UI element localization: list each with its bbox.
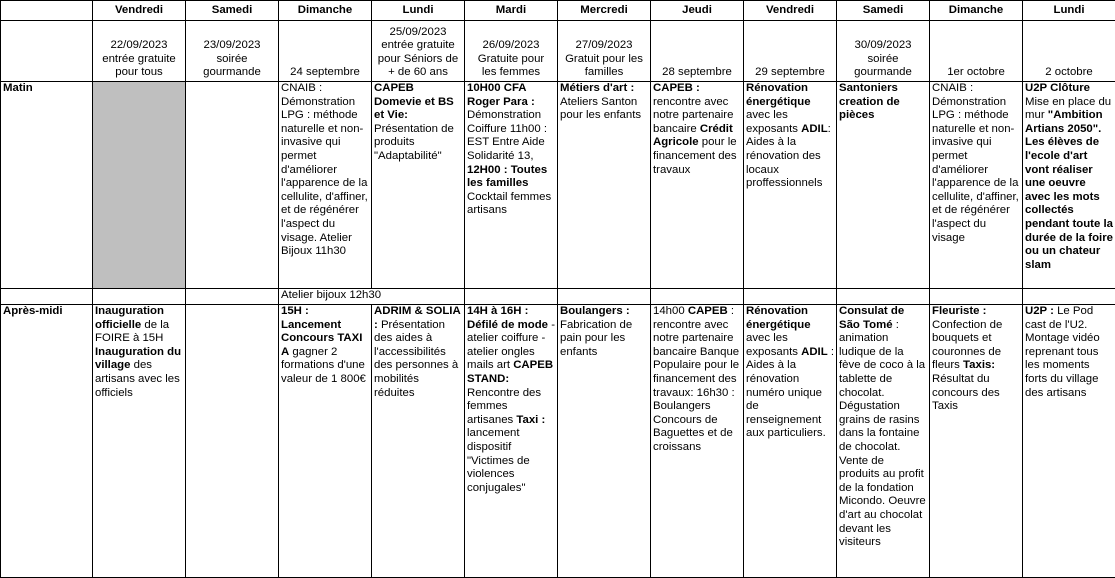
day-header: Vendredi [744,1,837,21]
empty-cell [651,289,744,305]
event-text: : Aides à la rénovation numéro unique de renseignement aux particuliers. [746,346,834,440]
day-header: Dimanche [930,1,1023,21]
event-text: Mise en place du mur [1025,96,1111,122]
event-text: lancement dispositif "Victimes de violences conjugales" [467,427,530,493]
event-text: "Ambition Artians 2050". Les élèves de l'ecole d'art vont réaliser une oeuvre avec les mots collectés pendant toute la durée de la foire ou un chateur slam [1025,109,1113,271]
event-text: Présentation de produits "Adaptabilité" [374,123,454,162]
event-text: : animation ludique de la fève de coco à la tablette de chocolat. Dégustation grains de rasins dans la fontaine de chocolat. Vente de produits au profit de la fondation Micondo. Oeuvre d'art au chocolat devant les visiteurs [839,319,926,549]
date-row [1,21,1115,82]
event-text: Présentation des aides à l'accessibilités des personnes à mobilités réduites [374,319,458,399]
event-text: Rénovation énergétique [746,82,811,108]
date-line: soirée [188,53,276,67]
event-cell [930,82,1023,289]
date-line: Gratuite pour [467,53,555,67]
empty-cell [186,289,279,305]
event-cell [279,82,372,289]
date-line: 29 septembre [746,66,834,80]
afternoon-row [1,305,1115,578]
event-cell [93,305,186,578]
date-line: 22/09/2023 [95,39,183,53]
date-line: 25/09/2023 [374,26,462,40]
event-text: 15H : Lancement Concours TAXI A [281,305,362,358]
event-cell [465,82,558,289]
event-cell [744,305,837,578]
event-cell [372,82,465,289]
empty-cell [837,289,930,305]
event-cell [1023,305,1115,578]
empty-cell [1023,289,1115,305]
bijoux-row [1,289,1115,305]
day-header: Lundi [1023,1,1115,21]
date-line: les femmes [467,66,555,80]
event-text: 12H00 : Toutes les familles [467,164,547,190]
event-cell [837,82,930,289]
event-text: CAPEB Domevie et BS et Vie: [374,82,454,121]
event-text: Consulat de São Tomé [839,305,904,331]
event-text: Fabrication de pain pour les enfants [560,319,632,358]
date-line: pour Séniors de [374,53,462,67]
event-text: Démonstration Coiffure 11h00 : EST Entre Aide Solidarité 13, [467,109,547,162]
day-header: Mardi [465,1,558,21]
empty-cell [744,289,837,305]
date-line: 24 septembre [281,66,369,80]
date-cell [930,21,1023,82]
date-line: entrée gratuite [374,39,462,53]
event-cell [651,305,744,578]
date-cell [465,21,558,82]
event-text: Le Pod cast de l'U2. Montage vidéo reprenant tous les moments forts du village des artisans [1025,305,1100,399]
event-cell [930,305,1023,578]
event-text: Métiers d'art : [560,82,634,94]
date-cell [93,21,186,82]
event-cell [558,305,651,578]
event-text: U2P : [1025,305,1054,317]
date-line: 2 octobre [1025,66,1113,80]
date-line: Gratuit pour les [560,53,648,67]
event-text: CNAIB : Démonstration LPG : méthode naturelle et non-invasive qui permet d'améliorer l'apparence de la cellulite, d'affiner, et de régénérer l'aspect du visage [932,82,1019,244]
day-header: Jeudi [651,1,744,21]
day-header: Vendredi [93,1,186,21]
event-text: avec les exposants [746,332,801,358]
event-text: pour le financement des travaux [653,136,737,175]
day-header-row [1,1,1115,21]
day-header: Lundi [372,1,465,21]
event-text: Confection de bouquets et couronnes de fleurs [932,319,1002,372]
date-cell [1023,21,1115,82]
date-line: 1er octobre [932,66,1020,80]
event-text: 14h00 [653,305,688,317]
date-line: 23/09/2023 [188,39,276,53]
event-text: Résultat du concours des Taxis [932,373,1000,412]
event-text: U2P Clôture [1025,82,1090,94]
date-line: gourmande [188,66,276,80]
date-line: 30/09/2023 [839,39,927,53]
event-text: 14H à 16H : Défilé de mode [467,305,548,331]
event-text: Inauguration officielle [95,305,164,331]
empty-cell [930,289,1023,305]
event-text: Taxis: [963,359,995,371]
date-cell [744,21,837,82]
event-cell [372,305,465,578]
morning-row [1,82,1115,289]
empty-cell [558,289,651,305]
event-cell [558,82,651,289]
date-cell [372,21,465,82]
date-cell [651,21,744,82]
event-text: de la FOIRE à 15H [95,319,169,345]
event-cell [744,82,837,289]
event-cell [1023,82,1115,289]
empty-cell [465,289,558,305]
date-line: soirée [839,53,927,67]
date-cell [837,21,930,82]
event-text: Rénovation énergétique [746,305,811,331]
event-text: Ateliers Santon pour les enfants [560,96,641,122]
date-line: familles [560,66,648,80]
event-text: ADIL [801,346,828,358]
day-header: Mercredi [558,1,651,21]
event-text: rencontre avec notre partenaire bancaire [653,96,733,135]
bijoux-note: Atelier bijoux 12h30 [279,289,465,305]
date-cell [558,21,651,82]
date-line: 26/09/2023 [467,39,555,53]
date-line: 27/09/2023 [560,39,648,53]
event-text: CNAIB : Démonstration LPG : méthode naturelle et non-invasive qui permet d'améliorer l'apparence de la cellulite, d'affiner, et de régénérer l'aspect du visage. Atelier Bijoux 11h30 [281,82,368,257]
event-text: 10H00 CFA Roger Para : [467,82,535,108]
empty-cell [186,305,279,578]
event-text: : Aides à la rénovation des locaux proffessionnels [746,123,831,189]
day-header: Dimanche [279,1,372,21]
corner-cell [1,1,93,21]
event-text: CAPEB : [653,82,700,94]
event-cell [279,305,372,578]
event-cell [837,305,930,578]
date-cell [279,21,372,82]
event-text: avec les exposants [746,109,801,135]
date-line: gourmande [839,66,927,80]
row-label-matin: Matin [1,82,93,289]
event-text: Rencontre des femmes artisanes [467,387,541,426]
date-line: entrée gratuite [95,53,183,67]
event-text: des artisans avec les officiels [95,359,180,398]
corner-cell [1,21,93,82]
empty-cell [186,82,279,289]
date-line: 28 septembre [653,66,741,80]
day-header: Samedi [837,1,930,21]
date-cell [186,21,279,82]
event-text: - atelier coiffure -atelier ongles mails art [467,319,555,372]
event-cell [465,305,558,578]
empty-cell [1,289,93,305]
empty-cell [93,289,186,305]
event-text: CAPEB STAND: [467,359,553,385]
event-text: Taxi : [516,414,545,426]
event-text: Santoniers creation de pièces [839,82,900,121]
event-text: : rencontre avec notre partenaire bancaire Banque Populaire pour le financement des travaux: 16h30 : Boulangers Concours de Baguettes et de croissans [653,305,739,453]
event-text: CAPEB [688,305,728,317]
event-text: Inauguration du village [95,346,181,372]
row-label-apres-midi: Après-midi [1,305,93,578]
event-text: Fleuriste : [932,305,986,317]
event-text: Crédit Agricole [653,123,733,149]
empty-cell [93,82,186,289]
event-text: ADRIM & SOLIA : [374,305,460,331]
event-text: Boulangers : [560,305,630,317]
event-cell [651,82,744,289]
event-text: gagner 2 formations d'une valeur de 1 800€ [281,346,366,385]
date-line: + de 60 ans [374,66,462,80]
event-text: ADIL [801,123,828,135]
date-line: pour tous [95,66,183,80]
day-header: Samedi [186,1,279,21]
event-text: Cocktail femmes artisans [467,191,551,217]
